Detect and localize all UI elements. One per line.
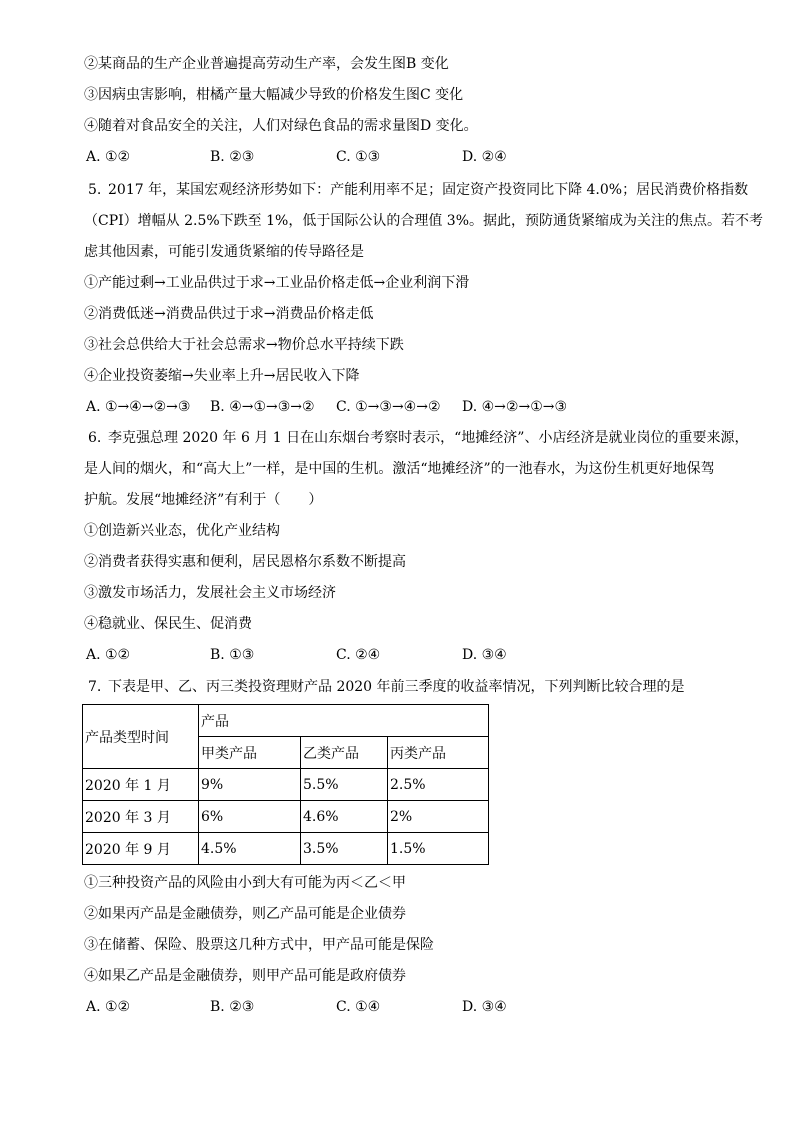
table-corner-header: 产品类型时间 [83, 705, 199, 769]
question-number: 5. [88, 182, 102, 198]
q5-statement-4: ④企业投资萎缩→失业率上升→居民收入下降 [84, 368, 360, 384]
option-a: A. ①② [86, 999, 131, 1015]
yield-table [82, 704, 489, 865]
table-cell-time: 2020 年 3 月 [83, 801, 199, 833]
option-d: D. ③④ [462, 647, 507, 663]
q6-statement-2: ②消费者获得实惠和便利，居民恩格尔系数不断提高 [84, 554, 406, 570]
q5-statement-2: ②消费低迷→消费品供过于求→消费品价格走低 [84, 306, 374, 322]
option-c: C. ①③ [336, 149, 381, 165]
table-group-header: 产品 [199, 705, 489, 737]
option-a: A. ①② [86, 149, 131, 165]
question-number: 7. [88, 679, 102, 695]
option-c: C. ②④ [336, 647, 381, 663]
q6-statement-4: ④稳就业、保民生、促消费 [84, 616, 252, 632]
option-d: D. ③④ [462, 999, 507, 1015]
option-b: B. ①③ [210, 647, 255, 663]
question-number: 6. [88, 430, 102, 446]
option-b: B. ④→①→③→② [210, 399, 315, 415]
q6-stem-line-3: 护航。发展“地摊经济”有利于（ ） [84, 492, 323, 508]
option-c: C. ①④ [336, 999, 381, 1015]
option-b: B. ②③ [210, 149, 255, 165]
q5-stem-line-3: 虑其他因素，可能引发通货紧缩的传导路径是 [84, 244, 364, 260]
table-row [83, 801, 489, 833]
statement-2: ②某商品的生产企业普遍提高劳动生产率，会发生图B 变化 [84, 56, 449, 72]
table-cell: 1.5% [388, 833, 489, 865]
table-column-header: 乙类产品 [301, 737, 388, 769]
statement-4: ④随着对食品安全的关注，人们对绿色食品的需求量图D 变化。 [84, 118, 478, 134]
q6-stem-line-1 [88, 428, 748, 448]
q6-statement-1: ①创造新兴业态，优化产业结构 [84, 523, 280, 539]
q6-statement-3: ③激发市场活力，发展社会主义市场经济 [84, 585, 336, 601]
q5-statement-3: ③社会总供给大于社会总需求→物价总水平持续下跌 [84, 337, 404, 353]
q5-stem-text: 2017 年，某国宏观经济形势如下：产能利用率不足；固定资产投资同比下降 4.0%；居民消费价格指数 [108, 182, 749, 198]
table-cell: 4.6% [301, 801, 388, 833]
q5-statement-1: ①产能过剩→工业品供过于求→工业品价格走低→企业利润下滑 [84, 275, 470, 291]
table-cell: 5.5% [301, 769, 388, 801]
q6-stem-text: 李克强总理 2020 年 6 月 1 日在山东烟台考察时表示，“地摊经济”、小店经济是就业岗位的重要来源， [108, 430, 749, 446]
table-cell: 2% [388, 801, 489, 833]
table-row [83, 833, 489, 865]
option-d: D. ②④ [462, 149, 507, 165]
table-column-header: 丙类产品 [388, 737, 489, 769]
table-cell-time: 2020 年 9 月 [83, 833, 199, 865]
option-a: A. ①→④→②→③ [86, 399, 191, 415]
table-cell: 4.5% [199, 833, 301, 865]
q7-statement-4: ④如果乙产品是金融债券，则甲产品可能是政府债券 [84, 968, 406, 984]
table-cell: 9% [199, 769, 301, 801]
table-cell: 2.5% [388, 769, 489, 801]
option-c: C. ①→③→④→② [336, 399, 441, 415]
q7-statement-1: ①三种投资产品的风险由小到大有可能为丙＜乙＜甲 [84, 875, 406, 891]
q7-statement-2: ②如果丙产品是金融债券，则乙产品可能是企业债券 [84, 906, 406, 922]
q7-stem-text: 下表是甲、乙、丙三类投资理财产品 2020 年前三季度的收益率情况，下列判断比较合理的是 [108, 679, 685, 695]
q7-stem [88, 677, 685, 697]
option-d: D. ④→②→①→③ [462, 399, 568, 415]
q7-statement-3: ③在储蓄、保险、股票这几种方式中，甲产品可能是保险 [84, 937, 434, 953]
table-cell-time: 2020 年 1 月 [83, 769, 199, 801]
table-cell: 3.5% [301, 833, 388, 865]
q5-stem-line-2: （CPI）增幅从 2.5%下跌至 1%，低于国际公认的合理值 3%。据此，预防通货紧缩成为关注的焦点。若不考 [84, 213, 763, 229]
q5-stem-line-1 [88, 180, 748, 200]
table-row [83, 769, 489, 801]
q6-stem-line-2: 是人间的烟火，和“高大上”一样，是中国的生机。激活“地摊经济”的一池春水，为这份生机更好地保驾 [84, 461, 715, 477]
option-b: B. ②③ [210, 999, 255, 1015]
option-a: A. ①② [86, 647, 131, 663]
statement-3: ③因病虫害影响，柑橘产量大幅减少导致的价格发生图C 变化 [84, 87, 464, 103]
table-cell: 6% [199, 801, 301, 833]
table-column-header: 甲类产品 [199, 737, 301, 769]
